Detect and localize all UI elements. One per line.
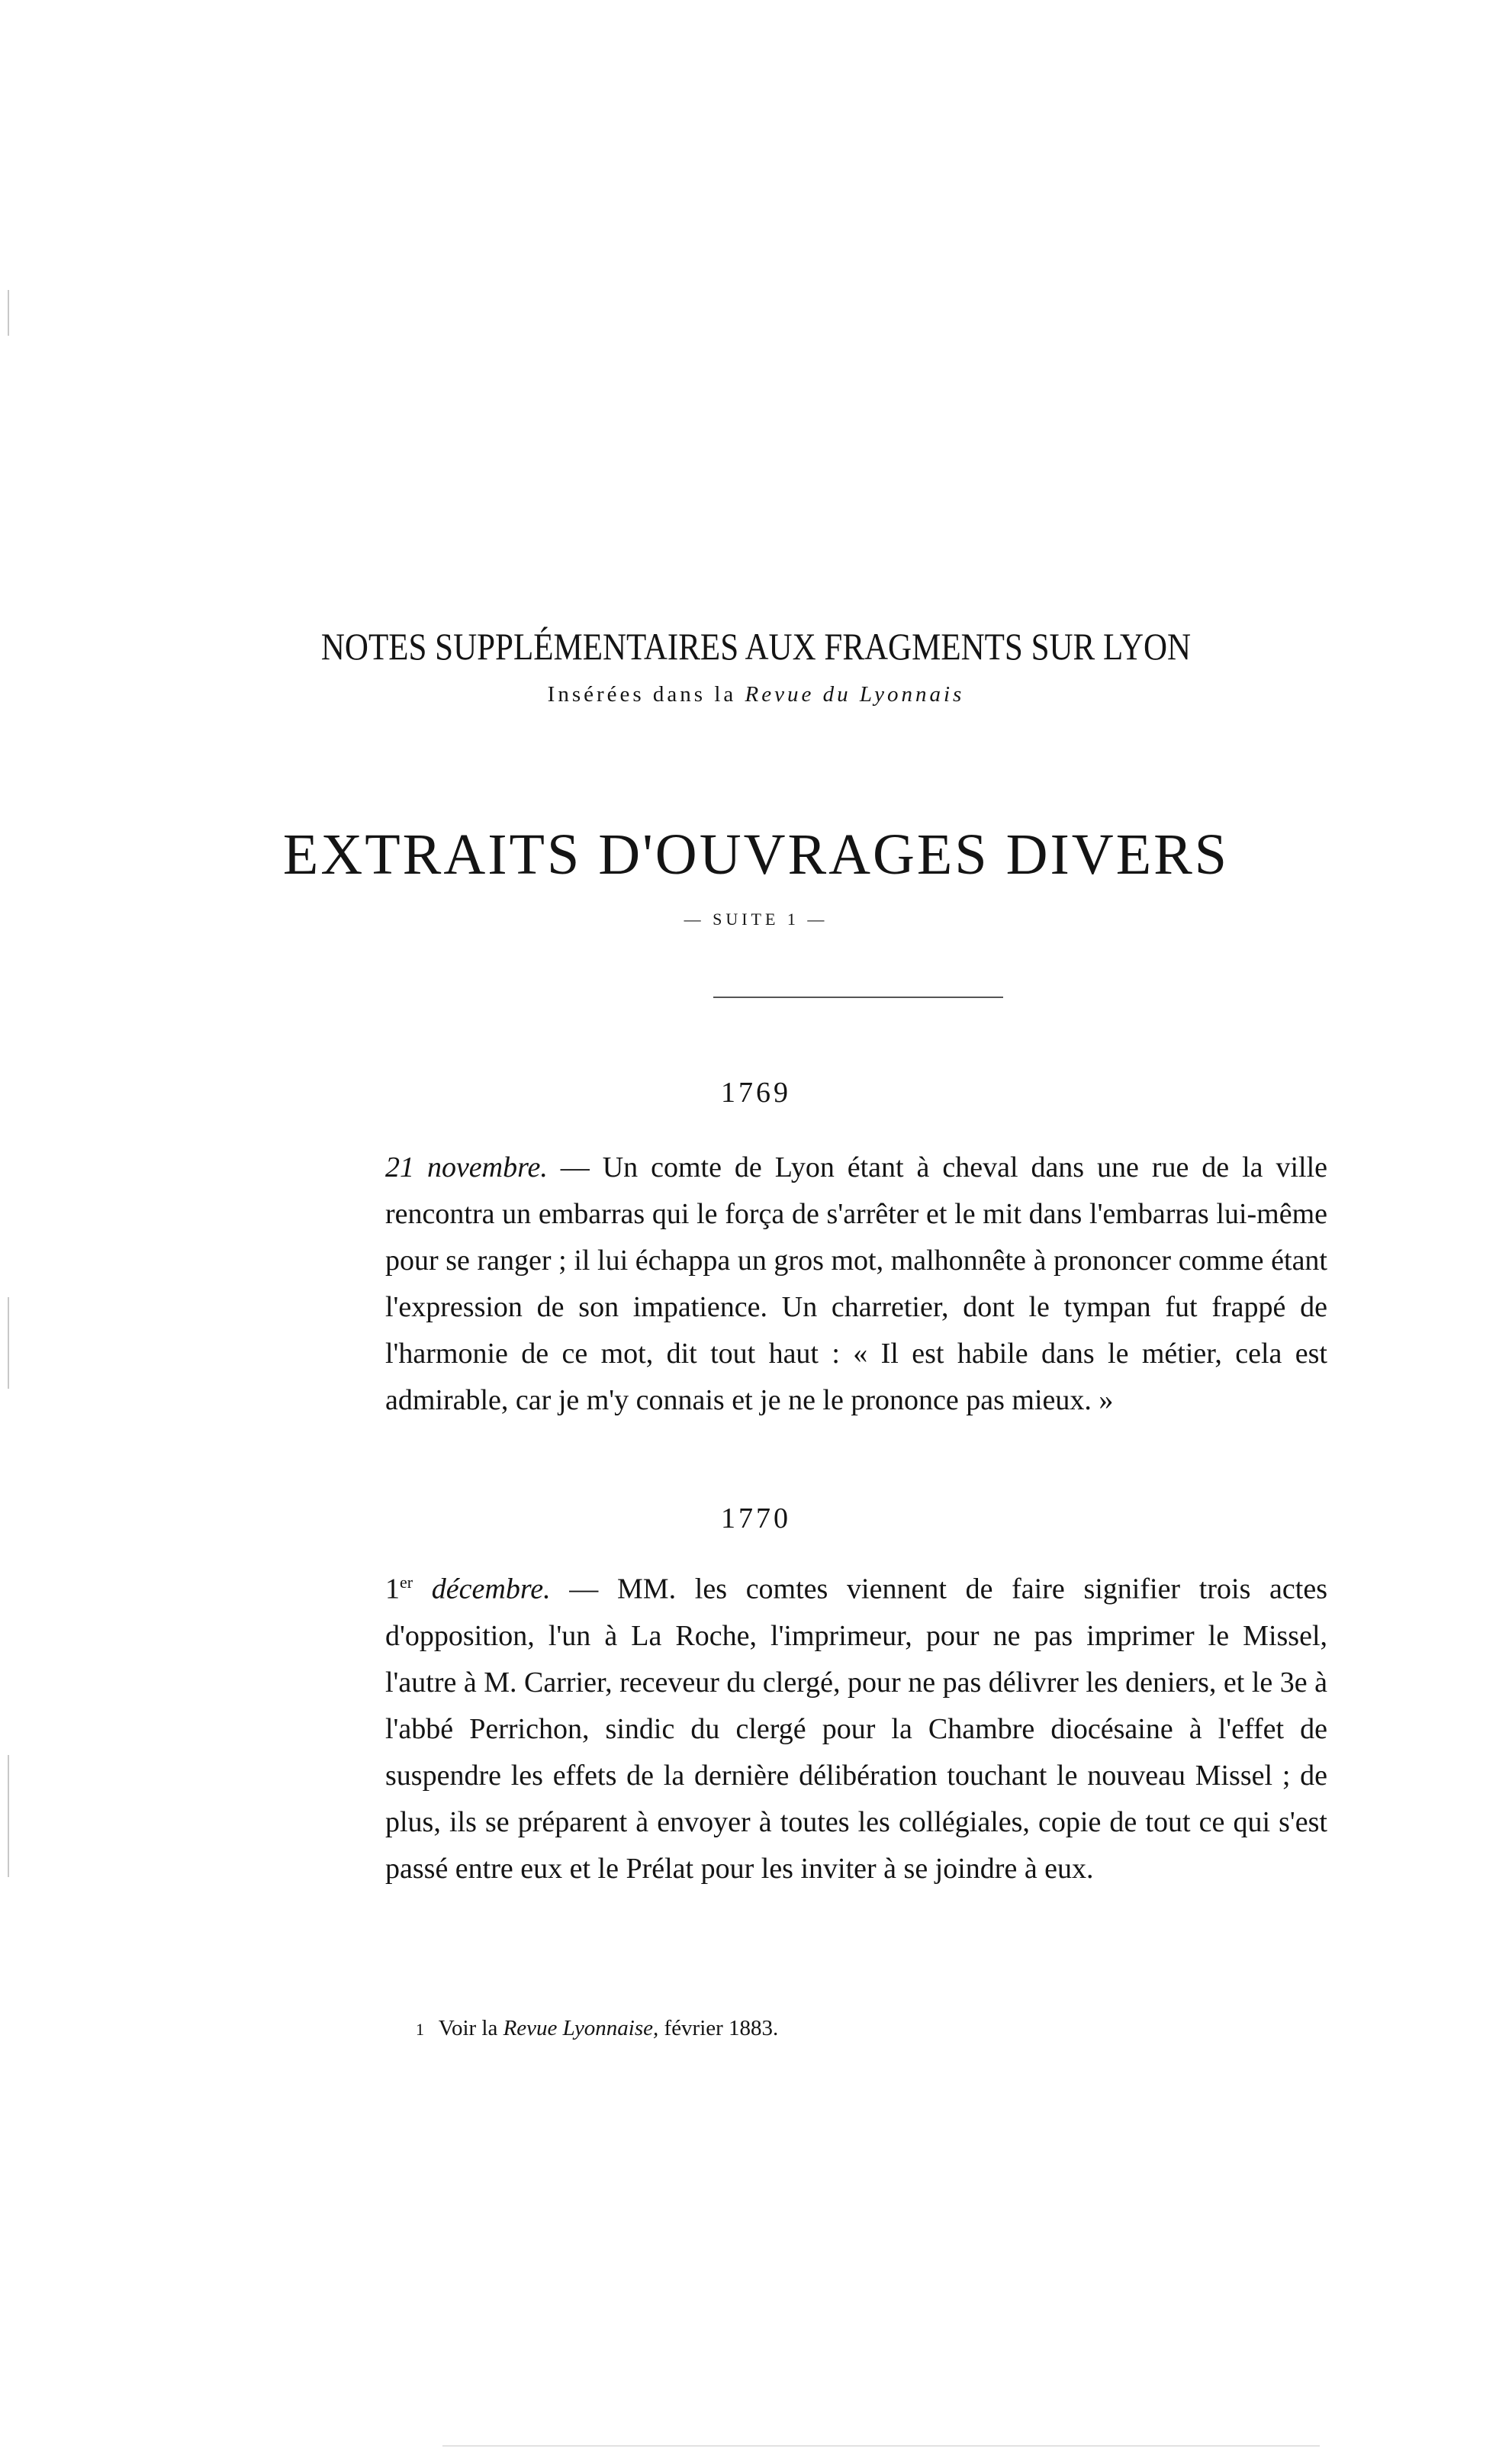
footnote-journal: Revue Lyonnaise, — [503, 2016, 659, 2040]
series-subtitle-journal: Revue du Lyonnais — [745, 682, 965, 707]
suite-label: — SUITE 1 — — [684, 910, 828, 929]
scan-artifact — [8, 1755, 9, 1877]
footnote-number: 1 — [416, 2020, 424, 2039]
entry-date: décembre. — [413, 1573, 551, 1605]
entry-year: 1770 — [721, 1502, 791, 1534]
series-title: NOTES SUPPLÉMENTAIRES AUX FRAGMENTS SUR LYON — [320, 625, 1192, 668]
entry-date-number: 1 — [385, 1573, 400, 1605]
entry-paragraph — [385, 1145, 1327, 1424]
series-subtitle — [0, 682, 1512, 707]
scan-artifact — [8, 290, 9, 336]
entry-date-ordinal: er — [400, 1573, 413, 1592]
entry-year: 1769 — [721, 1077, 791, 1109]
entry-paragraph — [385, 1559, 1327, 1892]
title-divider — [713, 997, 1003, 998]
entry-text: — MM. les comtes viennent de faire signifier trois actes d'opposition, l'un à La Roche, l'imprimeur, pour ne pas imprimer le Missel, l'autre à M. Carrier, receveur du clergé, pour ne pas délivrer les deniers, et le 3e à l'abbé Perrichon, sindic du clergé pour la Chambre diocésaine à l'effet de suspendre les effets de la dernière délibération touchant le nouveau Missel ; de plus, ils se préparent à envoyer à toutes les collégiales, copie de tout ce qui s'est passé entre eux et le Prélat pour les inviter à se joindre à eux. — [385, 1573, 1327, 1885]
entry-text: — Un comte de Lyon étant à cheval dans une rue de la ville rencontra un embarras qui le força de s'arrêter et le mit dans l'embarras lui-même pour se ranger ; il lui échappa un gros mot, malhonnête à prononcer comme étant l'expression de son impatience. Un charretier, dont le tympan fut frappé de l'harmonie de ce mot, dit tout haut : « Il est habile dans le métier, cela est admirable, car je m'y connais et je ne le prononce pas mieux. » — [385, 1151, 1327, 1416]
series-subtitle-prefix: Insérées dans la — [547, 682, 737, 707]
footnote-suffix: février 1883. — [658, 2016, 779, 2040]
entry-date: 21 novembre. — [385, 1151, 548, 1183]
main-title: EXTRAITS D'OUVRAGES DIVERS — [282, 823, 1230, 887]
scan-artifact — [8, 1297, 9, 1389]
footnote — [416, 2016, 778, 2041]
footnote-prefix: Voir la — [438, 2016, 498, 2040]
